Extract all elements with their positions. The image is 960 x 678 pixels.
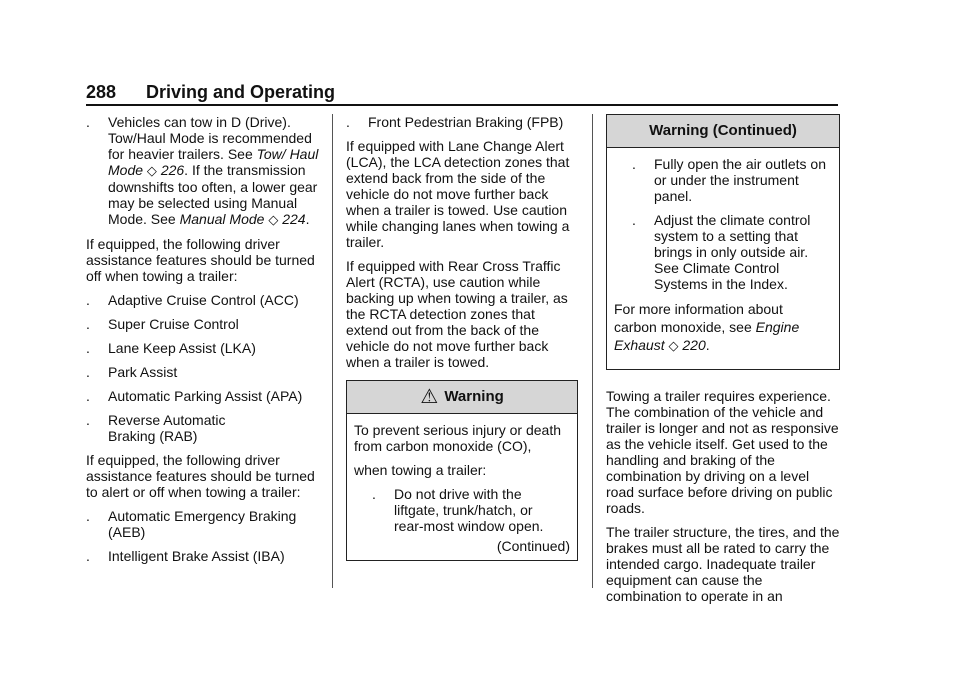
xref-page-224[interactable]: 224	[282, 211, 306, 227]
list-item: . Intelligent Brake Assist (IBA)	[86, 548, 285, 564]
list-item: . Automatic Parking Assist (APA)	[86, 388, 303, 404]
column-3	[606, 114, 840, 612]
warning-title: Warning	[444, 388, 504, 405]
intro-turn-off: If equipped, the following driver assistance features should be turned off when towing a trailer:	[86, 236, 315, 284]
list-item: . Park Assist	[86, 364, 178, 380]
bullet-dot: .	[86, 364, 90, 380]
xref-link-tow-haul-mode[interactable]: Tow/ Haul Mode	[108, 146, 319, 178]
xref-link-engine-exhaust[interactable]: Engine Exhaust	[614, 319, 800, 353]
list-item: . Front Pedestrian Braking (FPB)	[346, 114, 564, 130]
warning-header	[607, 115, 839, 148]
warning-box-continued	[606, 114, 840, 370]
warning-box	[346, 380, 578, 561]
bullet-dot: .	[86, 412, 90, 428]
para-rear-cross-traffic: If equipped with Rear Cross Traffic Alert (RCTA), use caution while backing up when towing a trailer, as the RCTA detection zones that extend out from the back of the vehicle do not move further back when a trailer is towed.	[346, 258, 568, 370]
column-1	[86, 114, 320, 572]
bullet-dot: .	[632, 156, 636, 172]
xref-page-226[interactable]: 226	[160, 162, 185, 178]
bullet-dot: .	[86, 508, 90, 524]
list-item: . Super Cruise Control	[86, 316, 239, 332]
warning-list-item: . Do not drive with the liftgate, trunk/hatch, or rear-most window open.	[372, 486, 544, 534]
bullet-dot: .	[86, 114, 90, 130]
more-info-text: For more information about carbon monoxide, see Engine Exhaust ◇ 220.	[614, 301, 800, 353]
column-divider-2	[592, 114, 593, 588]
bullet-dot: .	[86, 292, 90, 308]
warning-list-item: . Adjust the climate control system to a setting that brings in only outside air. See Climate Control Systems in the Index.	[632, 212, 811, 292]
list-item: . Reverse Automatic Braking (RAB)	[86, 412, 226, 444]
chapter-title: Driving and Operating	[146, 82, 336, 102]
bullet-dot: .	[346, 114, 350, 130]
list-item: . Automatic Emergency Braking (AEB)	[86, 508, 297, 540]
warning-title: Warning (Continued)	[649, 122, 797, 139]
bullet-dot: .	[86, 340, 90, 356]
warning-icon: ⚠	[420, 386, 439, 408]
warning-header	[347, 381, 577, 414]
warning-intro: To prevent serious injury or death from carbon monoxide (CO),	[354, 422, 561, 454]
list-item: . Lane Keep Assist (LKA)	[86, 340, 256, 356]
warning-body	[347, 414, 577, 560]
bullet-dot: .	[372, 486, 376, 502]
column-divider-1	[332, 114, 333, 588]
list-item: . Adaptive Cruise Control (ACC)	[86, 292, 299, 308]
para-lane-change-alert: If equipped with Lane Change Alert (LCA), the LCA detection zones that extend back from the side of the vehicle do not move further back when a trailer is towed. Use caution while changing lanes when towing a trailer.	[346, 138, 570, 250]
continued-label: (Continued)	[496, 538, 570, 554]
xref-arrow-icon: ◇	[146, 163, 157, 178]
page-number: 288	[86, 82, 117, 102]
list-item-tow: . Vehicles can tow in D (Drive). Tow/Haul Mode is recommended for heavier trailers. See Tow/ Haul Mode ◇ 226. If the transmission downshifts too often, a lower gear may be selected using Manual Mode. See Manual Mode ◇ 224.	[86, 114, 319, 227]
bullet-dot: .	[86, 316, 90, 332]
warning-intro: when towing a trailer:	[354, 462, 487, 478]
column-2	[346, 114, 578, 561]
warning-list-item: . Fully open the air outlets on or under the instrument panel.	[632, 156, 826, 204]
page-header	[86, 82, 838, 106]
header-rule	[86, 104, 838, 106]
bullet-dot: .	[632, 212, 636, 228]
xref-link-manual-mode[interactable]: Manual Mode	[179, 211, 265, 227]
bullet-dot: .	[86, 548, 90, 564]
xref-arrow-icon: ◇	[668, 338, 679, 353]
bullet-dot: .	[86, 388, 90, 404]
para-trailer-experience: Towing a trailer requires experience. The combination of the vehicle and trailer is longer and not as responsive as the vehicle itself. Get used to the handling and braking of the combination by driving on a level road surface before driving on public roads.	[606, 388, 839, 516]
xref-page-220[interactable]: 220	[682, 337, 706, 353]
para-trailer-structure: The trailer structure, the tires, and the brakes must all be rated to carry the intended cargo. Inadequate trailer equipment can cause the combination to operate in an	[606, 524, 840, 604]
warning-body	[607, 148, 839, 369]
intro-alert-or-off: If equipped, the following driver assistance features should be turned to alert or off when towing a trailer:	[86, 452, 315, 500]
xref-arrow-icon: ◇	[268, 212, 279, 227]
